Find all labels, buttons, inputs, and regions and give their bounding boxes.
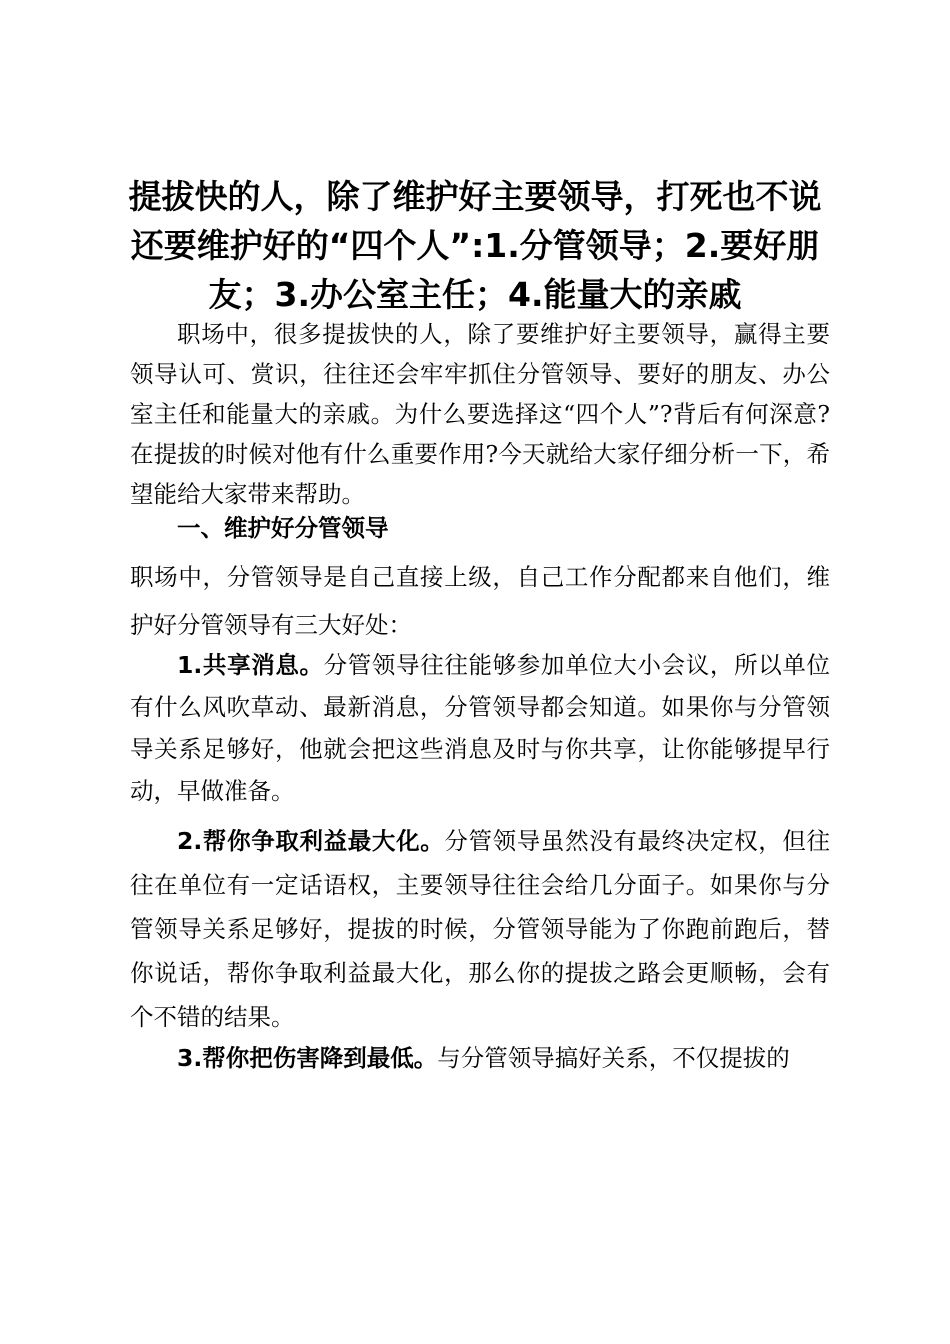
list-item [130, 644, 830, 812]
list-item [130, 1036, 830, 1080]
section-heading: 一、维护好分管领导 [177, 514, 389, 542]
list-item [130, 819, 830, 1039]
intro-paragraph: 职场中，很多提拔快的人，除了要维护好主要领导，赢得主要领导认可、赏识，往往还会牢牢抓住分管领导、要好的朋友、办公室主任和能量大的亲戚。为什么要选择这“四个人”?背后有何深意?在提拔的时候对他有什么重要作用?今天就给大家仔细分析一下，希望能给大家带来帮助。 [130, 320, 830, 508]
section-lead-paragraph: 职场中，分管领导是自己直接上级，自己工作分配都来自他们，维护好分管领导有三大好处： [130, 563, 830, 639]
item-lead: 3.帮你把伤害降到最低。 [177, 1044, 438, 1072]
item-text: 分管领导虽然没有最终决定权，但往往在单位有一定话语权，主要领导往往会给几分面子。如果你与分管领导关系足够好，提拔的时候，分管领导能为了你跑前跑后，替你说话，帮你争取利益最大化，那么你的提拔之路会更顺畅，会有个不错的结果。 [130, 827, 831, 1031]
document-title: 提拔快的人，除了维护好主要领导，打死也不说还要维护好的“四个人”:1.分管领导；2.要好朋友；3.办公室主任；4.能量大的亲戚 [128, 177, 822, 314]
item-text: 分管领导往往能够参加单位大小会议，所以单位有什么风吹草动、最新消息，分管领导都会知道。如果你与分管领导关系足够好，他就会把这些消息及时与你共享，让你能够提早行动，早做准备。 [130, 651, 831, 805]
item-lead: 1.共享消息。 [177, 651, 324, 679]
item-text: 与分管领导搞好关系，不仅提拔的 [437, 1044, 790, 1072]
item-lead: 2.帮你争取利益最大化。 [177, 827, 445, 855]
